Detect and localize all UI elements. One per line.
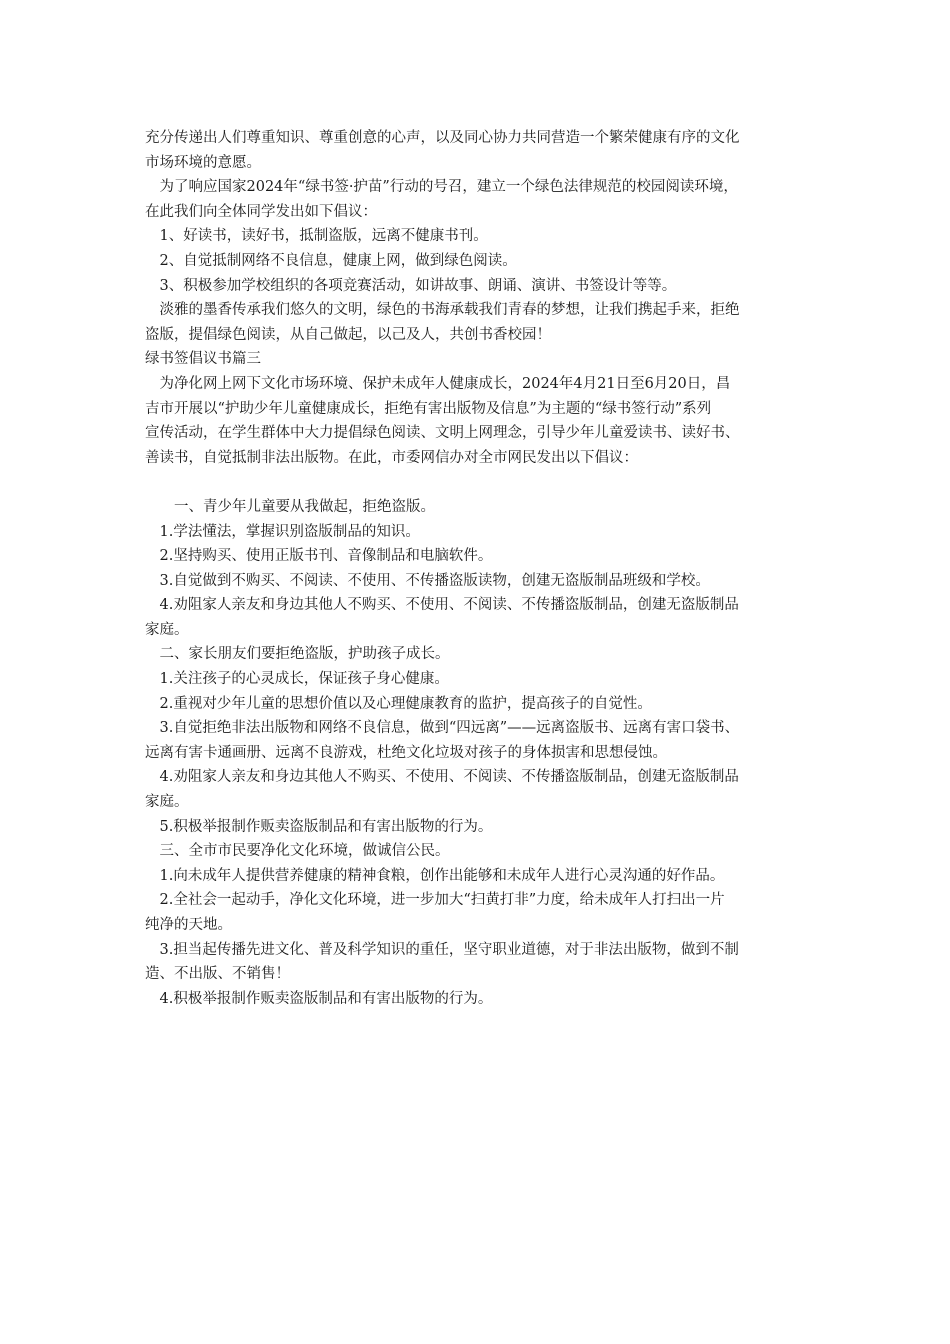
text-line: 3、积极参加学校组织的各项竞赛活动，如讲故事、朗诵、演讲、书签设计等等。 <box>145 277 677 294</box>
text-line: 1.学法懂法，掌握识别盗版制品的知识。 <box>145 523 420 540</box>
text-line: 3.自觉拒绝非法出版物和网络不良信息，做到“四远离”——远离盗版书、远离有害口袋书、 <box>145 720 740 737</box>
text-line: 一、青少年儿童要从我做起，拒绝盗版。 <box>145 498 435 515</box>
text-line: 2.坚持购买、使用正版书刊、音像制品和电脑软件。 <box>145 548 493 565</box>
text-line: 淡雅的墨香传承我们悠久的文明，绿色的书海承载我们青春的梦想，让我们携起手来，拒绝 <box>145 302 740 319</box>
text-line: 家庭。 <box>145 621 189 638</box>
text-line: 市场环境的意愿。 <box>145 154 261 171</box>
text-line: 2.全社会一起动手，净化文化环境，进一步加大“扫黄打非”力度，给未成年人打扫出一片 <box>145 892 725 909</box>
text-line: 2、自觉抵制网络不良信息，健康上网，做到绿色阅读。 <box>145 252 517 269</box>
text-line: 三、全市市民要净化文化环境，做诚信公民。 <box>145 843 450 860</box>
text-line: 1.关注孩子的心灵成长，保证孩子身心健康。 <box>145 671 449 688</box>
text-line: 吉市开展以“护助少年儿童健康成长，拒绝有害出版物及信息”为主题的“绿书签行动”系列 <box>145 400 712 417</box>
text-line: 纯净的天地。 <box>145 917 232 933</box>
text-line: 盗版，提倡绿色阅读，从自己做起，以己及人，共创书香校园！ <box>145 326 551 343</box>
text-line: 3.担当起传播先进文化、普及科学知识的重任，坚守职业道德，对于非法出版物，做到不制 <box>145 941 739 958</box>
text-line: 4.积极举报制作贩卖盗版制品和有害出版物的行为。 <box>145 990 493 1007</box>
text-line: 5.积极举报制作贩卖盗版制品和有害出版物的行为。 <box>145 818 493 835</box>
blank-line <box>145 470 805 495</box>
text-line: 1、好读书，读好书，抵制盗版，远离不健康书刊。 <box>145 228 488 245</box>
text-line: 充分传递出人们尊重知识、尊重创意的心声，以及同心协力共同营造一个繁荣健康有序的文化 <box>145 130 740 146</box>
text-line: 二、家长朋友们要拒绝盗版，护助孩子成长。 <box>145 646 450 663</box>
section-heading: 绿书签倡议书篇三 <box>145 351 261 368</box>
text-line: 4.劝阻家人亲友和身边其他人不购买、不使用、不阅读、不传播盗版制品，创建无盗版制品 <box>145 769 739 786</box>
text-line: 造、不出版、不销售！ <box>145 966 290 983</box>
text-line: 4.劝阻家人亲友和身边其他人不购买、不使用、不阅读、不传播盗版制品，创建无盗版制品 <box>145 597 739 614</box>
text-line: 远离有害卡通画册、远离不良游戏，杜绝文化垃圾对孩子的身体损害和思想侵蚀。 <box>145 744 667 761</box>
text-line: 善读书，自觉抵制非法出版物。在此，市委网信办对全市网民发出以下倡议： <box>145 449 638 466</box>
text-line: 1.向未成年人提供营养健康的精神食粮，创作出能够和未成年人进行心灵沟通的好作品。 <box>145 867 725 884</box>
document-body <box>145 126 805 1011</box>
text-line: 3.自觉做到不购买、不阅读、不使用、不传播盗版读物，创建无盗版制品班级和学校。 <box>145 572 710 589</box>
text-line: 宣传活动，在学生群体中大力提倡绿色阅读、文明上网理念，引导少年儿童爱读书、读好书、 <box>145 425 740 442</box>
text-line: 2.重视对少年儿童的思想价值以及心理健康教育的监护，提高孩子的自觉性。 <box>145 695 652 712</box>
text-line: 家庭。 <box>145 794 189 811</box>
text-line: 为了响应国家2024年“绿书签·护苗”行动的号召，建立一个绿色法律规范的校园阅读环境， <box>145 179 738 196</box>
text-line: 为净化网上网下文化市场环境、保护未成年人健康成长，2024年4月21日至6月20日，昌 <box>145 375 731 392</box>
text-line: 在此我们向全体同学发出如下倡议： <box>145 203 377 220</box>
